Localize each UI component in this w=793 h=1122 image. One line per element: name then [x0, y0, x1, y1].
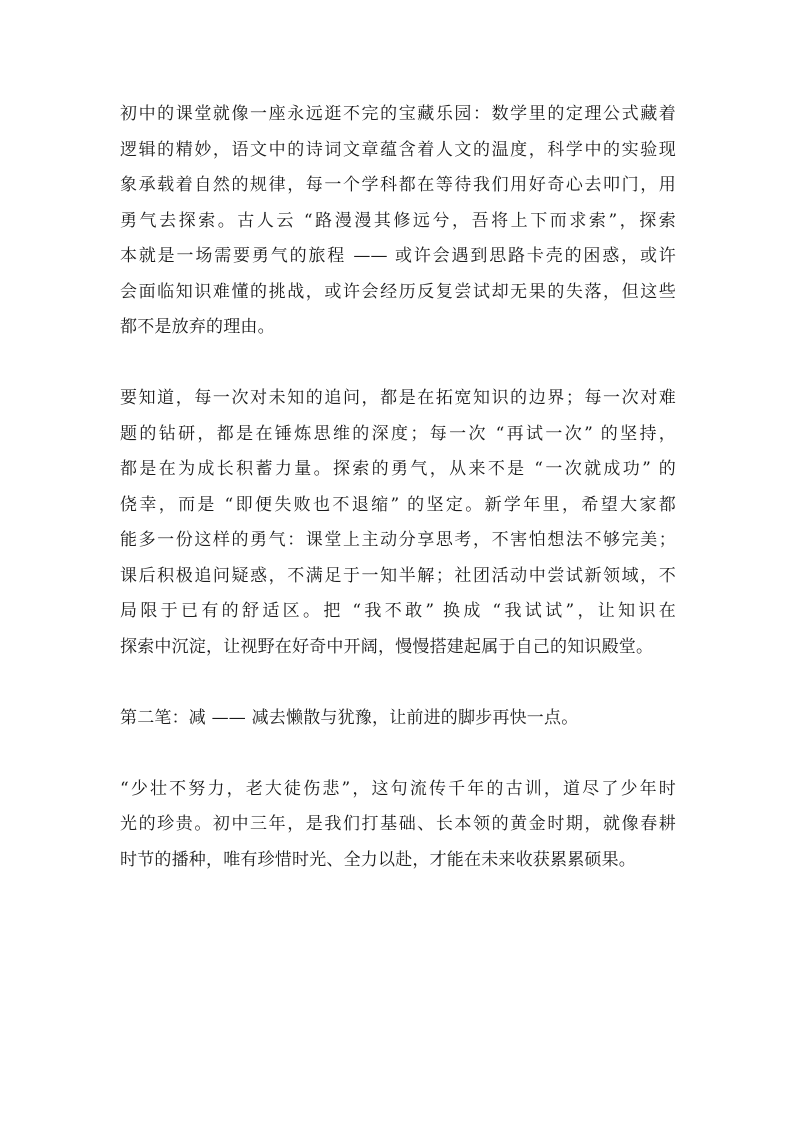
text-line: 象承载着自然的规律，每一个学科都在等待我们用好奇心去叩门，用: [120, 175, 676, 195]
paragraph-time: [120, 772, 676, 879]
text-line: “少壮不努力，老大徒伤悲”，这句流传千年的古训，道尽了少年时: [120, 778, 676, 799]
text-line: 局限于已有的舒适区。把 “我不敢” 换成 “我试试”，让知识在: [120, 601, 676, 621]
text-line: 题的钻研，都是在锤炼思维的深度；每一次 “再试一次” 的坚持，: [120, 423, 676, 444]
text-line: 勇气去探索。古人云 “路漫漫其修远兮，吾将上下而求索”，探索: [120, 210, 676, 231]
text-line: 本就是一场需要勇气的旅程 —— 或许会遇到思路卡壳的困惑，或许: [120, 246, 676, 266]
text-line: 要知道，每一次对未知的追问，都是在拓宽知识的边界；每一次对难: [120, 388, 676, 408]
text-line: 第二笔：减 —— 减去懒散与犹豫，让前进的脚步再快一点。: [120, 707, 579, 728]
text-line: 逻辑的精妙，语文中的诗词文章蕴含着人文的温度，科学中的实验现: [120, 139, 676, 160]
text-line: 探索中沉淀，让视野在好奇中开阔，慢慢搭建起属于自己的知识殿堂。: [120, 636, 654, 657]
text-line: 会面临知识难懂的挑战，或许会经历反复尝试却无果的失落，但这些: [120, 281, 676, 302]
text-line: 时节的播种，唯有珍惜时光、全力以赴，才能在未来收获累累硕果。: [120, 849, 636, 870]
text-line: 课后积极追问疑惑，不满足于一知半解；社团活动中尝试新领域，不: [120, 565, 676, 586]
section-heading-subtract: [120, 701, 676, 737]
document-body: [120, 97, 676, 914]
text-line: 都是在为成长积蓄力量。探索的勇气，从来不是 “一次就成功” 的: [120, 459, 676, 479]
text-line: 都不是放弃的理由。: [120, 317, 275, 337]
text-line: 能多一份这样的勇气：课堂上主动分享思考，不害怕想法不够完美；: [120, 530, 676, 550]
text-line: 初中的课堂就像一座永远逛不完的宝藏乐园：数学里的定理公式藏着: [120, 104, 676, 124]
paragraph-courage: [120, 381, 676, 665]
text-line: 侥幸，而是 “即便失败也不退缩” 的坚定。新学年里，希望大家都: [120, 494, 676, 515]
text-line: 光的珍贵。初中三年，是我们打基础、长本领的黄金时期，就像春耕: [120, 814, 676, 834]
paragraph-exploration: [120, 97, 676, 346]
